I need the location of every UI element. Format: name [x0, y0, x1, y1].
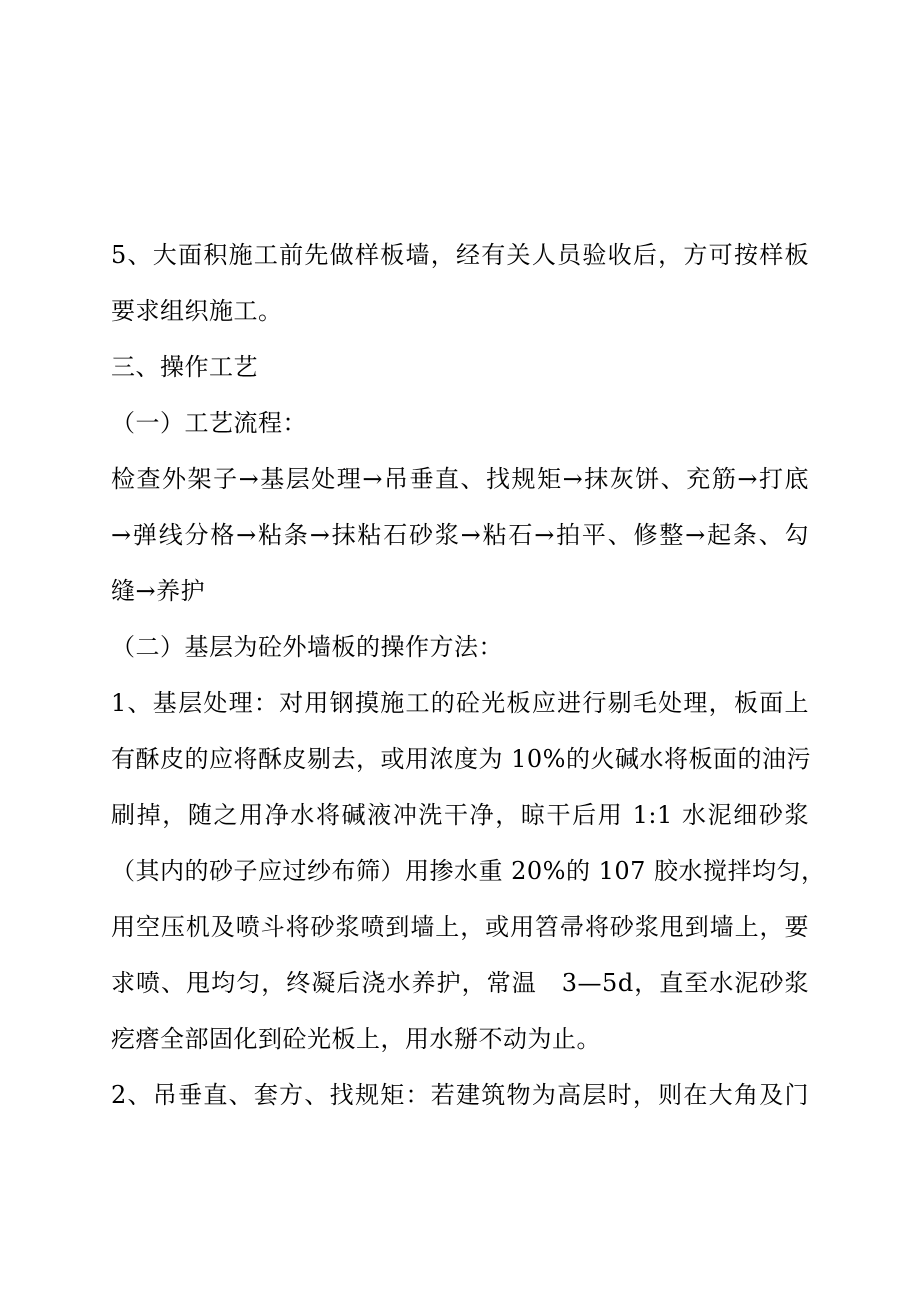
- paragraph-line: 要求组织施工。: [111, 297, 283, 325]
- paragraph-line: 5、大面积施工前先做样板墙，经有关人员验收后，方可按样板: [111, 241, 809, 269]
- paragraph-line: 1、基层处理：对用钢摸施工的砼光板应进行剔毛处理，板面上: [111, 689, 809, 717]
- paragraph-line: →弹线分格→粘条→抹粘石砂浆→粘石→拍平、修整→起条、勾: [111, 521, 809, 549]
- paragraph-line: 检查外架子→基层处理→吊垂直、找规矩→抹灰饼、充筋→打底: [111, 465, 809, 493]
- subsection-heading: （二）基层为砼外墙板的操作方法：: [111, 633, 503, 661]
- paragraph-line: （其内的砂子应过纱布筛）用掺水重 20%的 107 胶水搅拌均匀，: [111, 857, 826, 885]
- paragraph-line: 缝→养护: [111, 577, 206, 605]
- subsection-heading: （一）工艺流程：: [111, 409, 307, 437]
- section-heading: 三、操作工艺: [111, 353, 258, 381]
- paragraph-line: 求喷、甩均匀，终凝后浇水养护，常温 3—5d，直至水泥砂浆: [111, 969, 809, 997]
- paragraph-line: 用空压机及喷斗将砂浆喷到墙上，或用笤帚将砂浆甩到墙上，要: [111, 913, 809, 941]
- paragraph-line: 有酥皮的应将酥皮剔去，或用浓度为 10%的火碱水将板面的油污: [111, 745, 811, 773]
- paragraph-line: 疙瘩全部固化到砼光板上，用水掰不动为止。: [111, 1025, 601, 1053]
- paragraph-line: 2、吊垂直、套方、找规矩：若建筑物为高层时，则在大角及门: [111, 1081, 809, 1109]
- paragraph-line: 刷掉，随之用净水将碱液冲洗干净，晾干后用 1:1 水泥细砂浆: [111, 801, 809, 829]
